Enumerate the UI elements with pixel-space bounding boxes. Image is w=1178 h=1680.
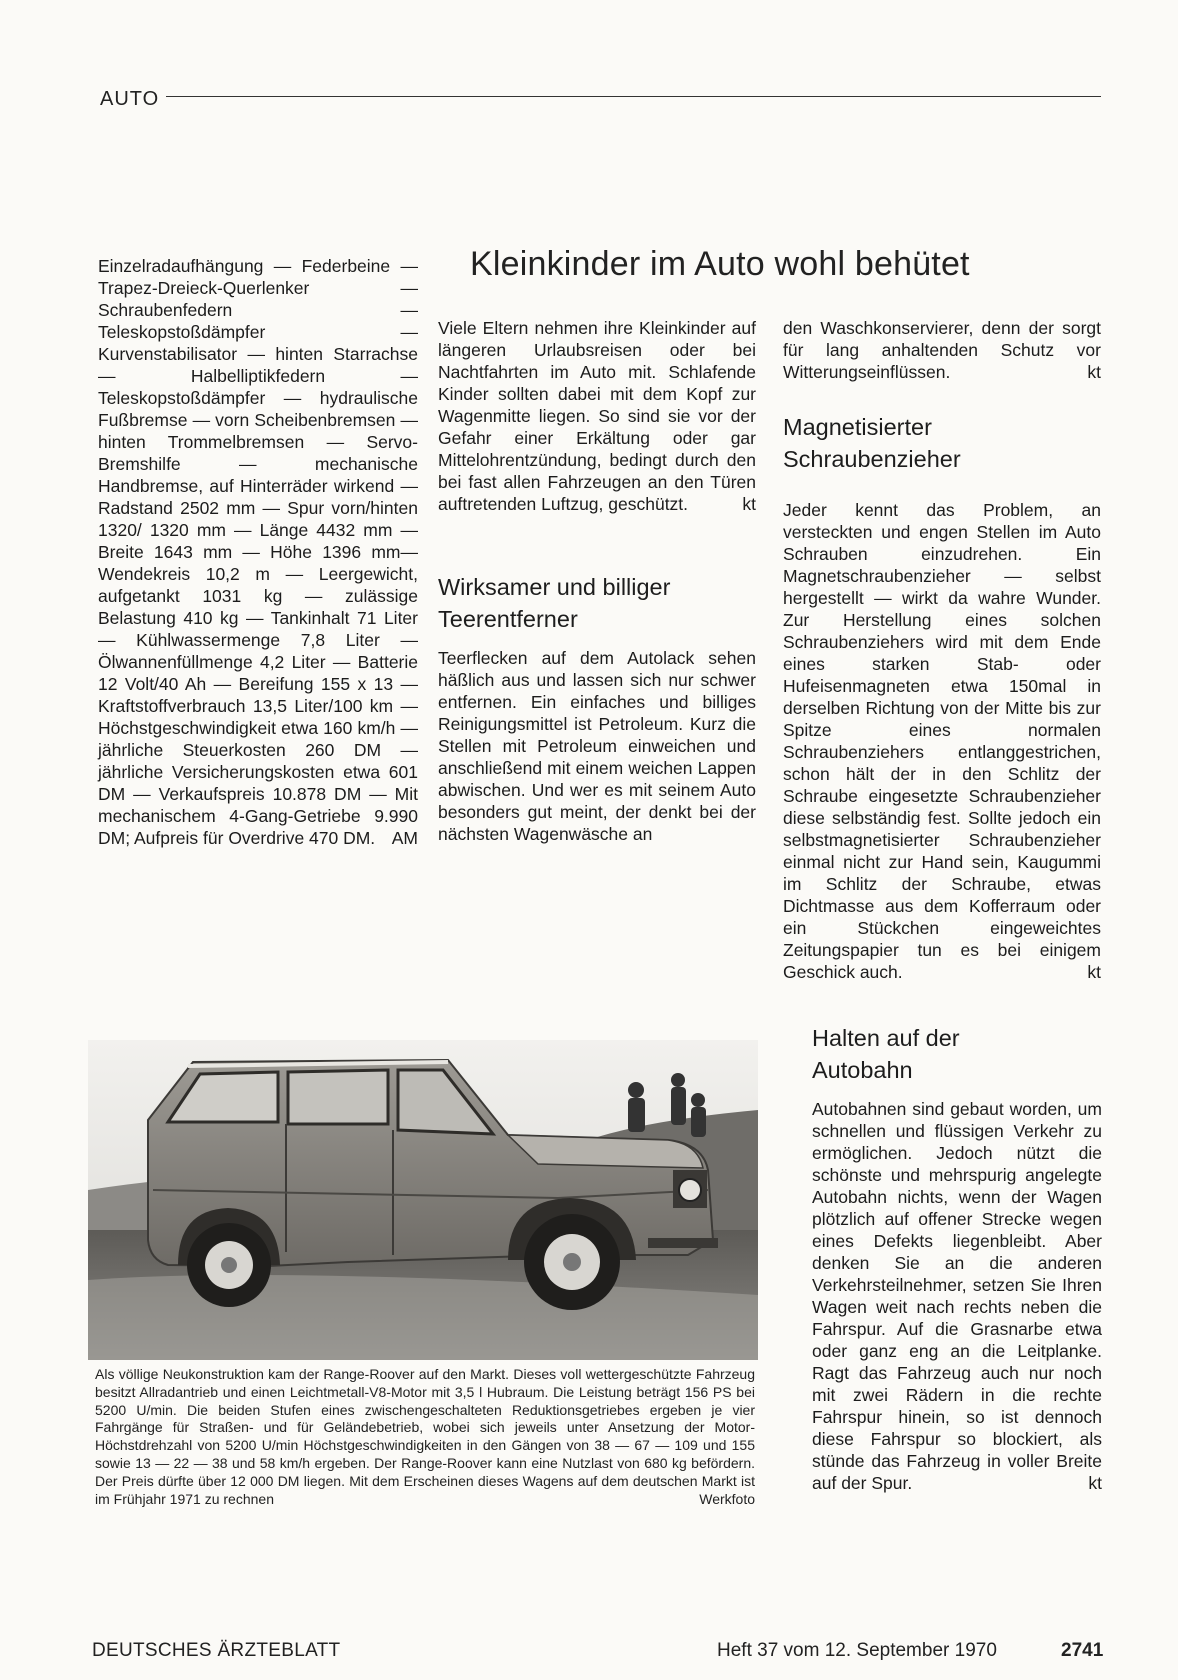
photo-caption-text: Als völlige Neukonstruktion kam der Range-Roover auf den Markt. Dieses voll wettergeschützte Fahrzeug besitzt Allradantrieb und einen Leichtmetall-V8-Motor mit 3,5 l Hubraum. Die Leistung beträgt 156 PS bei 5200 U/min. Die beiden Stufen eines zwischengeschalteten Reduktionsgetriebes ergeben je vier Fahrgänge für Straßen- und für Geländebetrieb, wobei sich jeweils unter Ansetzung der Motor-Höchstdrehzahl von 5200 U/min Höchstgeschwindigkeiten in den Gängen von 38 — 67 — 109 und 155 sowie 13 — 22 — 38 und 58 km/h ergeben. Der Range-Roover kann eine Nutzlast von 680 kg befördern. Der Preis dürfte über 12 000 DM liegen. Mit dem Erscheinen dieses Wagens auf dem deutschen Markt ist im Frühjahr 1971 zu rechnen	[95, 1366, 755, 1507]
header-rule	[166, 96, 1101, 97]
article3-title: Magnetisierter Schraubenzieher	[783, 414, 961, 472]
article1-body: Viele Eltern nehmen ihre Kleinkinder auf längeren Urlaubsreisen oder bei Nachtfahrten im Auto mit. Schlafende Kinder sollten dabei mit dem Kopf zur Wagenmitte liegen. So sind sie vor der Gefahr einer Erkältung oder gar Mittelohrentzündung, bedingt durch den bei fast allen Fahrzeugen an den Türen auftretenden Luftzug, geschützt.	[438, 318, 756, 514]
article4-body: Autobahnen sind gebaut worden, um schnellen und flüssigen Verkehr zu ermöglichen. Jedoch nützt die schönste und mehrspurig angelegte Autobahn nichts, wenn der Wagen plötzlich auf offener Strecke wegen eines Defekts liegenbleibt. Aber denken Sie an die anderen Verkehrsteilnehmer, setzen Sie Ihren Wagen weit nach rechts neben die Fahrspur. Auf die Grasnarbe etwa oder ganz eng an die Leitplanke. Ragt das Fahrzeug auch nur noch mit zwei Rädern in die rechte Fahrspur hinein, so ist dennoch diese Fahrspur so blockiert, als stünde das Fahrzeug in voller Breite auf der Spur.	[812, 1099, 1102, 1493]
footer-issue: Heft 37 vom 12. September 1970	[717, 1640, 997, 1661]
column-4	[812, 1025, 1102, 1494]
article2-body: Teerflecken auf dem Autolack sehen häßlich aus und lassen sich nur schwer entfernen. Ein einfaches und billiges Reinigungsmittel ist Petroleum. Kurz die Stellen mit Petroleum einweichen und anschließend mit einem weichen Lappen abwischen. Und wer es mit seinem Auto besonders gut meint, der denkt bei der nächsten Wagenwäsche an	[438, 648, 756, 844]
article3-signature: kt	[1087, 962, 1101, 982]
article4-title: Halten auf der Autobahn	[812, 1025, 960, 1083]
column-3	[783, 317, 1101, 983]
car-photo	[88, 1040, 758, 1360]
page-number: 2741	[1061, 1640, 1104, 1661]
specs-signature: AM	[391, 828, 418, 848]
photo-credit: Werkfoto	[699, 1490, 755, 1507]
article2-title: Wirksamer und billiger Teerentferner	[438, 574, 671, 632]
section-label: AUTO	[100, 88, 160, 110]
article1-title: Kleinkinder im Auto wohl behütet	[470, 245, 970, 283]
footer-journal: DEUTSCHES ÄRZTEBLATT	[92, 1640, 341, 1661]
article4-signature: kt	[1088, 1473, 1102, 1493]
article1-signature: kt	[742, 494, 756, 514]
specs-text: Einzelradaufhängung — Federbeine — Trapez-Dreieck-Querlenker — Schraubenfedern — Teleskopstoßdämpfer — Kurvenstabilisator — hinten Starrachse — Halbelliptikfedern — Teleskopstoßdämpfer — hydraulische Fußbremse — vorn Scheibenbremsen — hinten Trommelbremsen — Servo-Bremshilfe — mechanische Handbremse, auf Hinterräder wirkend — Radstand 2502 mm — Spur vorn/hinten 1320/ 1320 mm — Länge 4432 mm — Breite 1643 mm — Höhe 1396 mm— Wendekreis 10,2 m — Leergewicht, aufgetankt 1031 kg — zulässige Belastung 410 kg — Tankinhalt 71 Liter — Kühlwassermenge 7,8 Liter — Ölwannenfüllmenge 4,2 Liter — Batterie 12 Volt/40 Ah — Bereifung 155 x 13 — Kraftstoffverbrauch 13,5 Liter/100 km — Höchstgeschwindigkeit etwa 160 km/h — jährliche Steuerkosten 260 DM — jährliche Versicherungskosten etwa 601 DM — Verkaufspreis 10.878 DM — Mit mechanischem 4-Gang-Getriebe 9.990 DM; Aufpreis für Overdrive 470 DM.	[98, 256, 418, 848]
column-2	[438, 317, 756, 845]
specs-column	[98, 255, 418, 849]
photo-caption	[95, 1366, 755, 1508]
article2-signature: kt	[1087, 362, 1101, 382]
article2-body-continued: den Waschkonservierer, denn der sorgt für lang anhaltenden Schutz vor Witterungseinflüssen.	[783, 318, 1101, 382]
article3-body: Jeder kennt das Problem, an versteckten und engen Stellen im Auto Schrauben einzudrehen. Ein Magnetschraubenzieher — selbst hergestellt — wirkt da wahre Wunder. Zur Herstellung eines solchen Schraubenziehers wird mit dem Ende eines starken Stab- oder Hufeisenmagneten etwa 150mal in derselben Richtung von der Mitte bis zur Spitze eines normalen Schraubenziehers entlanggestrichen, schon hält der in den Schlitz der Schraube eingesetzte Schraubenzieher diese selbständig fest. Sollte jedoch ein selbstmagnetisierter Schraubenzieher einmal nicht zur Hand sein, Kaugummi im Schlitz der Schraube, etwas Dichtmasse aus dem Kofferraum oder ein Stückchen eingeweichtes Zeitungspapier tun es bei einigem Geschick auch.	[783, 500, 1101, 982]
